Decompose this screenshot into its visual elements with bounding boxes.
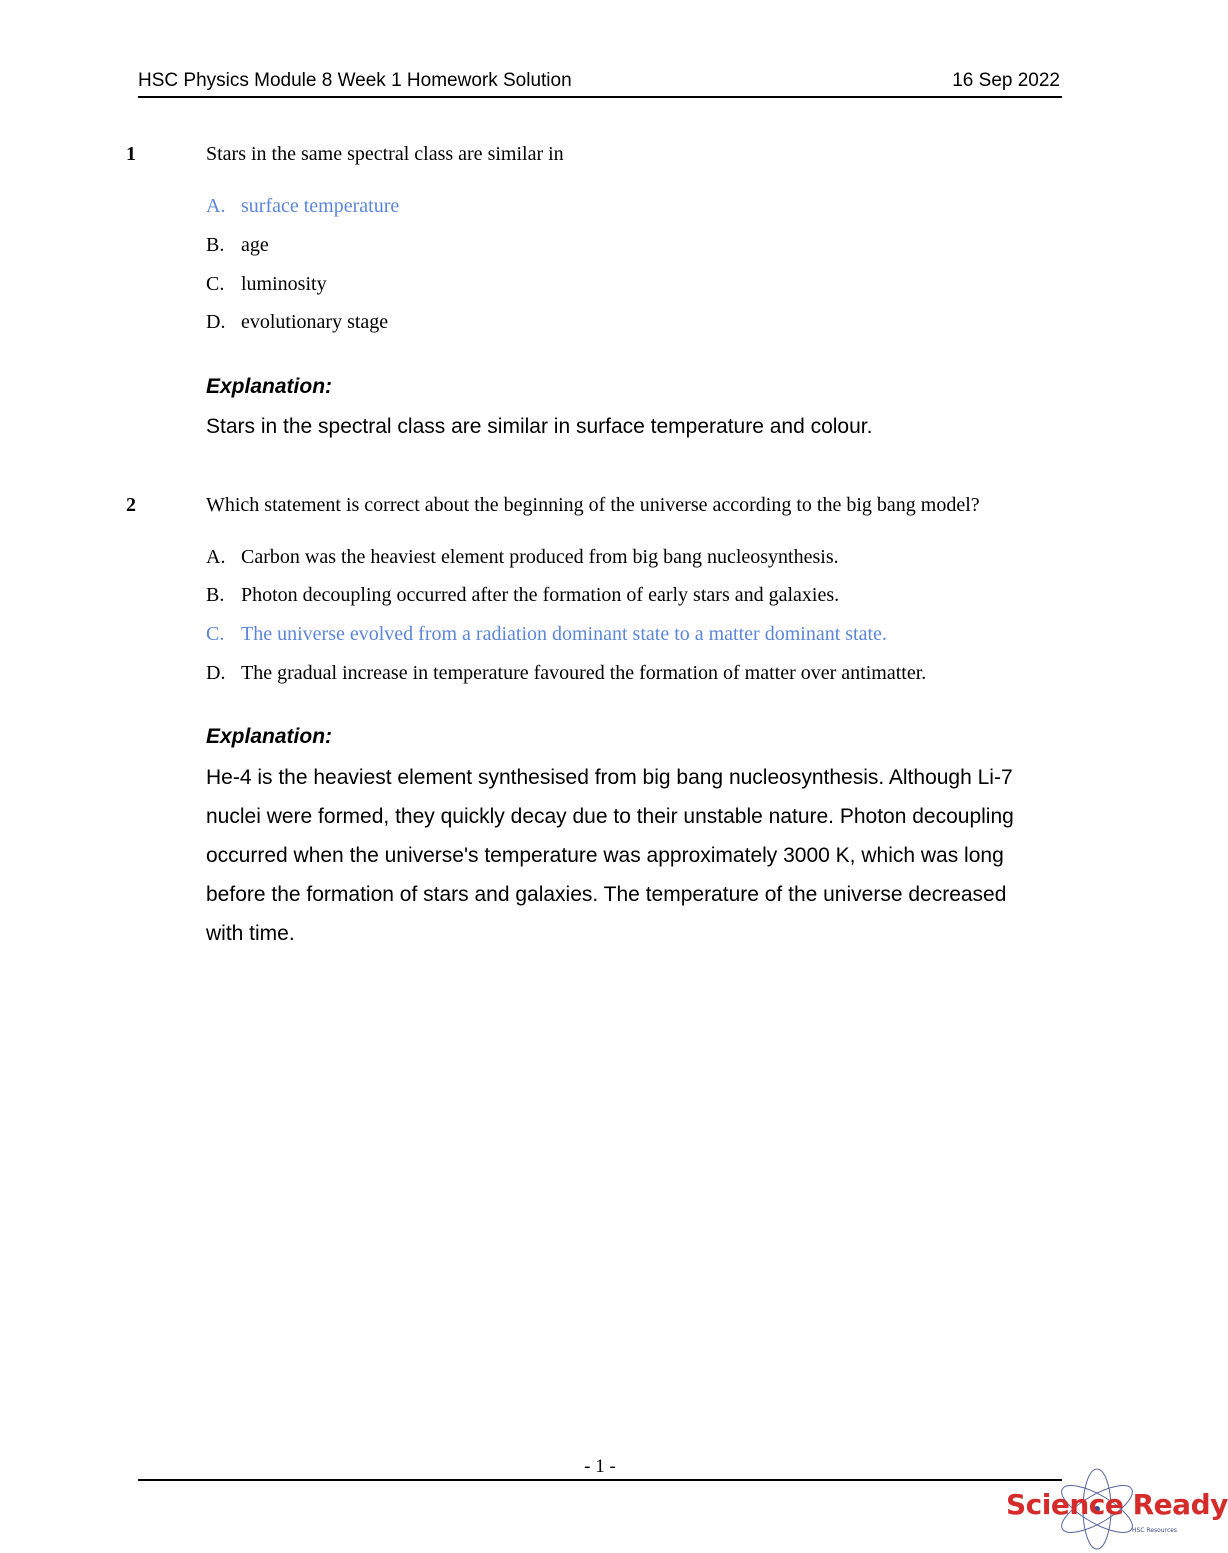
option-b [206, 584, 839, 607]
explanation-line: He-4 is the heaviest element synthesised from big bang nucleosynthesis. Although Li-7 [206, 766, 1013, 789]
option-d [206, 311, 388, 334]
header-title: HSC Physics Module 8 Week 1 Homework Solution [138, 70, 572, 91]
option-letter: D. [206, 311, 226, 333]
option-text: luminosity [241, 273, 327, 295]
logo-subtext: HSC Resources [1132, 1527, 1178, 1534]
option-text: The universe evolved from a radiation dominant state to a matter dominant state. [241, 623, 887, 645]
option-c [206, 273, 327, 296]
page-number: - 1 - [584, 1456, 616, 1477]
option-letter: B. [206, 234, 225, 256]
option-letter: B. [206, 584, 225, 606]
header-date: 16 Sep 2022 [952, 70, 1060, 91]
explanation-title: Explanation: [206, 375, 333, 398]
science-ready-logo [1000, 1466, 1228, 1552]
option-letter: A. [206, 195, 226, 217]
footer-divider [138, 1479, 1062, 1481]
option-c [206, 623, 887, 646]
explanation-line: before the formation of stars and galaxies. The temperature of the universe decreased [206, 883, 1007, 906]
explanation-line: Stars in the spectral class are similar in surface temperature and colour. [206, 415, 873, 438]
option-letter: C. [206, 273, 225, 295]
question-text: Which statement is correct about the beginning of the universe according to the big bang model? [206, 494, 980, 516]
option-letter: A. [206, 546, 226, 568]
explanation-text [206, 758, 1086, 953]
explanation-line: occurred when the universe's temperature was approximately 3000 K, which was long [206, 844, 1004, 867]
option-text: age [241, 234, 269, 256]
option-a [206, 195, 399, 218]
question-number: 2 [126, 494, 136, 516]
option-letter: C. [206, 623, 225, 645]
page-header [138, 70, 1062, 98]
option-text: Photon decoupling occurred after the formation of early stars and galaxies. [241, 584, 840, 606]
explanation-title: Explanation: [206, 725, 333, 748]
option-text: The gradual increase in temperature favoured the formation of matter over antimatter. [241, 662, 927, 684]
option-text: surface temperature [241, 195, 400, 217]
explanation-line: nuclei were formed, they quickly decay due to their unstable nature. Photon decoupling [206, 805, 1014, 828]
option-a [206, 546, 839, 569]
logo-text: Science Ready [1006, 1488, 1228, 1521]
explanation-text [206, 407, 1086, 446]
explanation-line: with time. [206, 922, 295, 945]
option-text: evolutionary stage [241, 311, 389, 333]
option-b [206, 234, 269, 257]
option-text: Carbon was the heaviest element produced from big bang nucleosynthesis. [241, 546, 839, 568]
option-letter: D. [206, 662, 226, 684]
option-d [206, 662, 926, 685]
question-text: Stars in the same spectral class are similar in [206, 143, 564, 165]
question-number: 1 [126, 143, 136, 165]
